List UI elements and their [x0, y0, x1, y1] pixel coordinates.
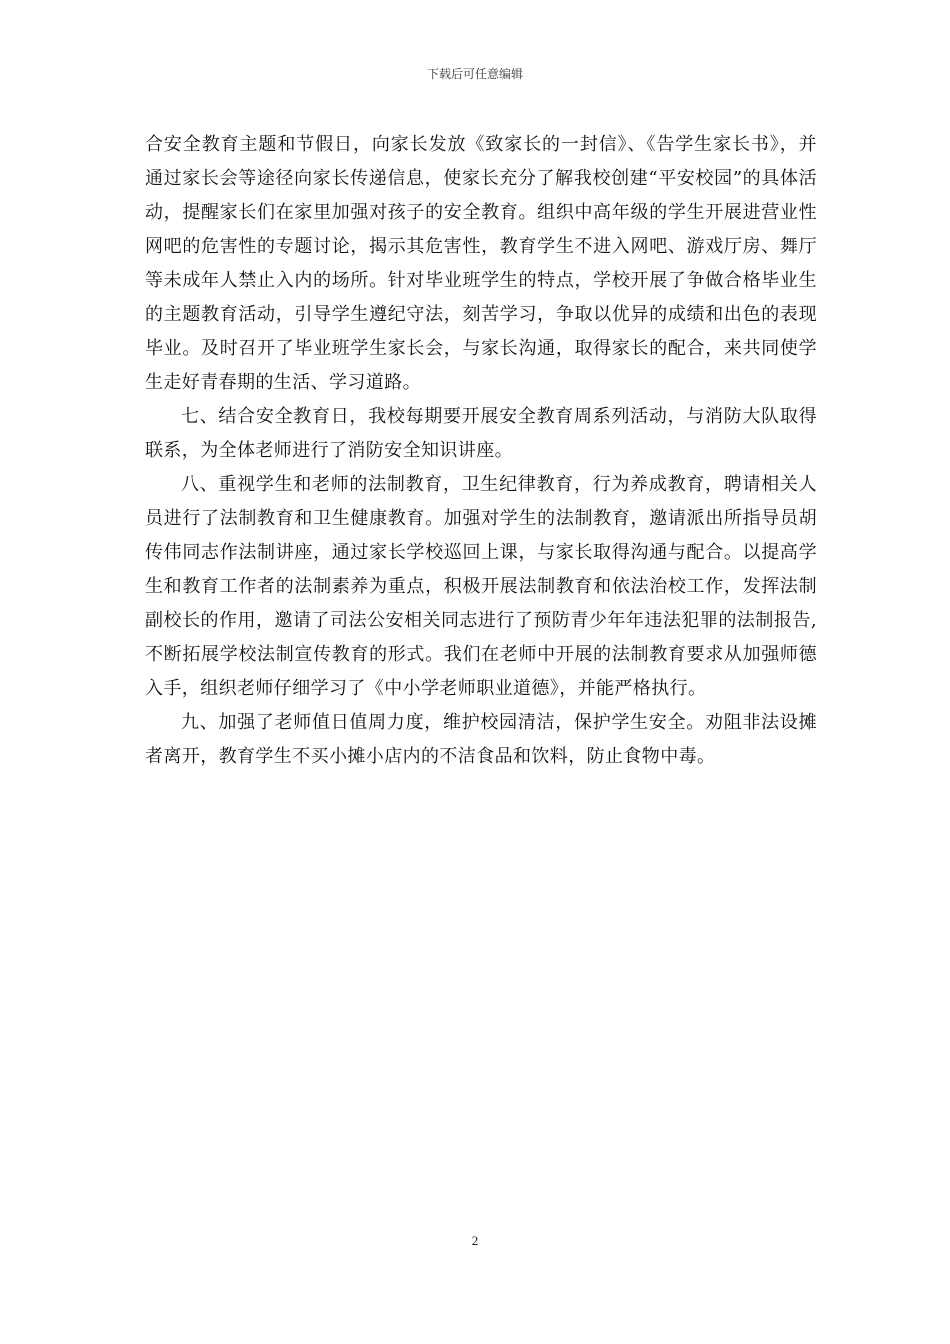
paragraph-section-8: 八、重视学生和老师的法制教育，卫生纪律教育，行为养成教育，聘请相关人员进行了法制教育和卫生健康教育。加强对学生的法制教育，邀请派出所指导员胡传伟同志作法制讲座，通过家长学校巡回上课，与家长取得沟通与配合。以提高学生和教育工作者的法制素养为重点，积极开展法制教育和依法治校工作，发挥法制副校长的作用，邀请了司法公安相关同志进行了预防青少年年违法犯罪的法制报告,不断拓展学校法制宣传教育的形式。我们在老师中开展的法制教育要求从加强师德入手，组织老师仔细学习了《中小学老师职业道德》，并能严格执行。 [145, 474, 817, 699]
paragraph-section-9: 九、加强了老师值日值周力度，维护校园清洁，保护学生安全。劝阻非法设摊者离开，教育学生不买小摊小店内的不洁食品和饮料，防止食物中毒。 [145, 712, 817, 767]
document-body [145, 128, 817, 774]
paragraph-continuation: 合安全教育主题和节假日，向家长发放《致家长的一封信》、《告学生家长书》，并通过家长会等途径向家长传递信息，使家长充分了解我校创建“平安校园”的具体活动，提醒家长们在家里加强对孩子的安全教育。组织中高年级的学生开展进营业性网吧的危害性的专题讨论，揭示其危害性，教育学生不进入网吧、游戏厅房、舞厅等未成年人禁止入内的场所。针对毕业班学生的特点，学校开展了争做合格毕业生的主题教育活动，引导学生遵纪守法，刻苦学习，争取以优异的成绩和出色的表现毕业。及时召开了毕业班学生家长会，与家长沟通，取得家长的配合，来共同使学生走好青春期的生活、学习道路。 [145, 134, 817, 393]
paragraph-section-7: 七、结合安全教育日，我校每期要开展安全教育周系列活动，与消防大队取得联系，为全体老师进行了消防安全知识讲座。 [145, 406, 817, 461]
page-header: 下载后可任意编辑 [426, 67, 523, 81]
page-number: 2 [471, 1233, 479, 1248]
